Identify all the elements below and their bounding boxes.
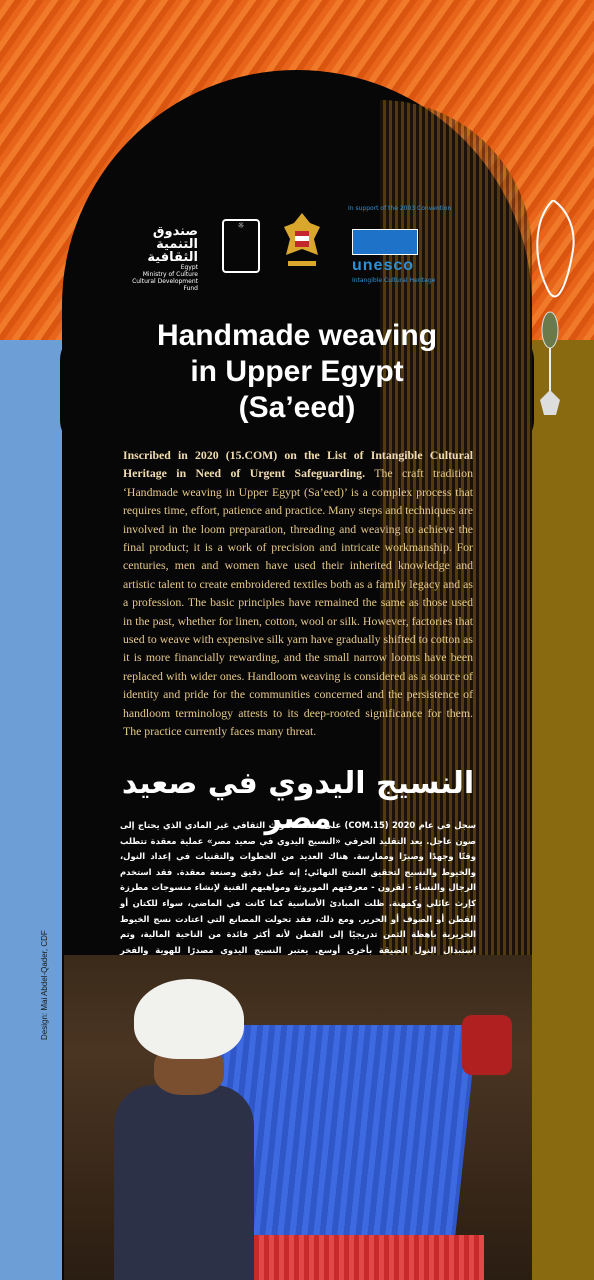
title-line-2: in Upper Egypt [190, 355, 404, 388]
weaver-robe [114, 1085, 254, 1280]
cultural-development-fund-logo [118, 224, 198, 292]
sponsor-logos [118, 205, 458, 292]
title-line-3: (Sa’eed) [238, 391, 356, 424]
arabic-title: النسيج اليدوي في صعيد مصر [121, 766, 475, 836]
description-text: The craft tradition ‘Handmade weaving in Upper Egypt (Sa’eed)’ is a complex process that requires time, effort, patience and practice. Many steps and techniques are involved in the loom preparation, threading and weaving to achieve the final product; it is a work of precision and intricate workmanship. For centuries, men and women have used their inherited knowledge and artistic talent to create embroidered textiles both as a family legacy and as a profession. The basic principles have remained the same as those used in the past, whether for linen, cotton, wool or silk. However, factories that used to weave with expensive silk yarn have gradually shifted to cotton as it is more financially rewarding, and the small narrow looms have been replaced with wider ones. Handloom weaving is considered as a source of identity and pride for the communities concerned and the persistence of handloom terminology attests to its deep-rooted significance for them. The practice currently faces many threat. [123, 466, 473, 739]
unesco-logo [348, 205, 458, 285]
fund-arabic-name: صندوق التنمية الثقافية [147, 224, 198, 265]
white-turban [134, 979, 244, 1059]
cdf-emblem-icon: ☼ [222, 219, 260, 273]
unesco-word: unesco [352, 257, 415, 274]
fund-name: Cultural Development Fund [132, 278, 198, 292]
title-line-1: Handmade weaving [156, 319, 438, 352]
inscription-note: Inscribed in 2020 (15.COM) on the List of Intangible Cultural Heritage in Need of Urgent Safeguarding. [123, 448, 473, 481]
unesco-subtitle: Intangible Cultural Heritage [352, 277, 436, 284]
design-credit: Design: Mai Abdel-Qader, CDF [40, 930, 49, 1040]
fund-ministry: Ministry of Culture [142, 271, 198, 278]
egypt-eagle-icon [280, 209, 324, 273]
red-yarn-spool [462, 1015, 512, 1075]
fund-egypt: Egypt [180, 264, 198, 271]
unesco-temple-icon [352, 229, 418, 255]
page-title [110, 318, 484, 426]
spindle-icon [528, 200, 578, 420]
arabic-description: سجل في عام 2020 (COM.15) على قائمة التراث الثقافي غير المادي الذي يحتاج إلى صون عاجل. يعد التقليد الحرفي «النسيج اليدوي في صعيد مصر» عملية معقدة تتطلب وقتًا وجهدًا وصبرًا وممارسة. هناك العديد من الخطوات والتقنيات في إعداد النول، والخيوط والنسيج لتحقيق المنتج النهائي؛ إنه عمل دقيق وصنعة معقدة. فقد استخدم الرجال والنساء - لقرون - معرفتهم الموروثة ومواهبهم الفنية لإنشاء منسوجات مطرزة كإرث عائلي وكمهنة. ظلت المبادئ الأساسية كما كانت في الماضي، سواء للكتان أو القطن أو الصوف أو الحرير. ومع ذلك، فقد تحولت المصانع التي اعتادت نسج الخيوط الحريرية باهظة الثمن تدريجيًا إلى القطن لأنه أكثر فائدة من الناحية المالية، وتم استبدال النول الضيقة بأخرى أوسع. يعتبر النسيج اليدوي مصدرًا للهوية والفخر [120, 820, 476, 955]
weaver-photo [64, 955, 532, 1280]
weaver-figure [94, 975, 234, 1280]
english-description [123, 446, 473, 741]
unesco-support-text: In support of the 2003 Convention [348, 205, 452, 212]
